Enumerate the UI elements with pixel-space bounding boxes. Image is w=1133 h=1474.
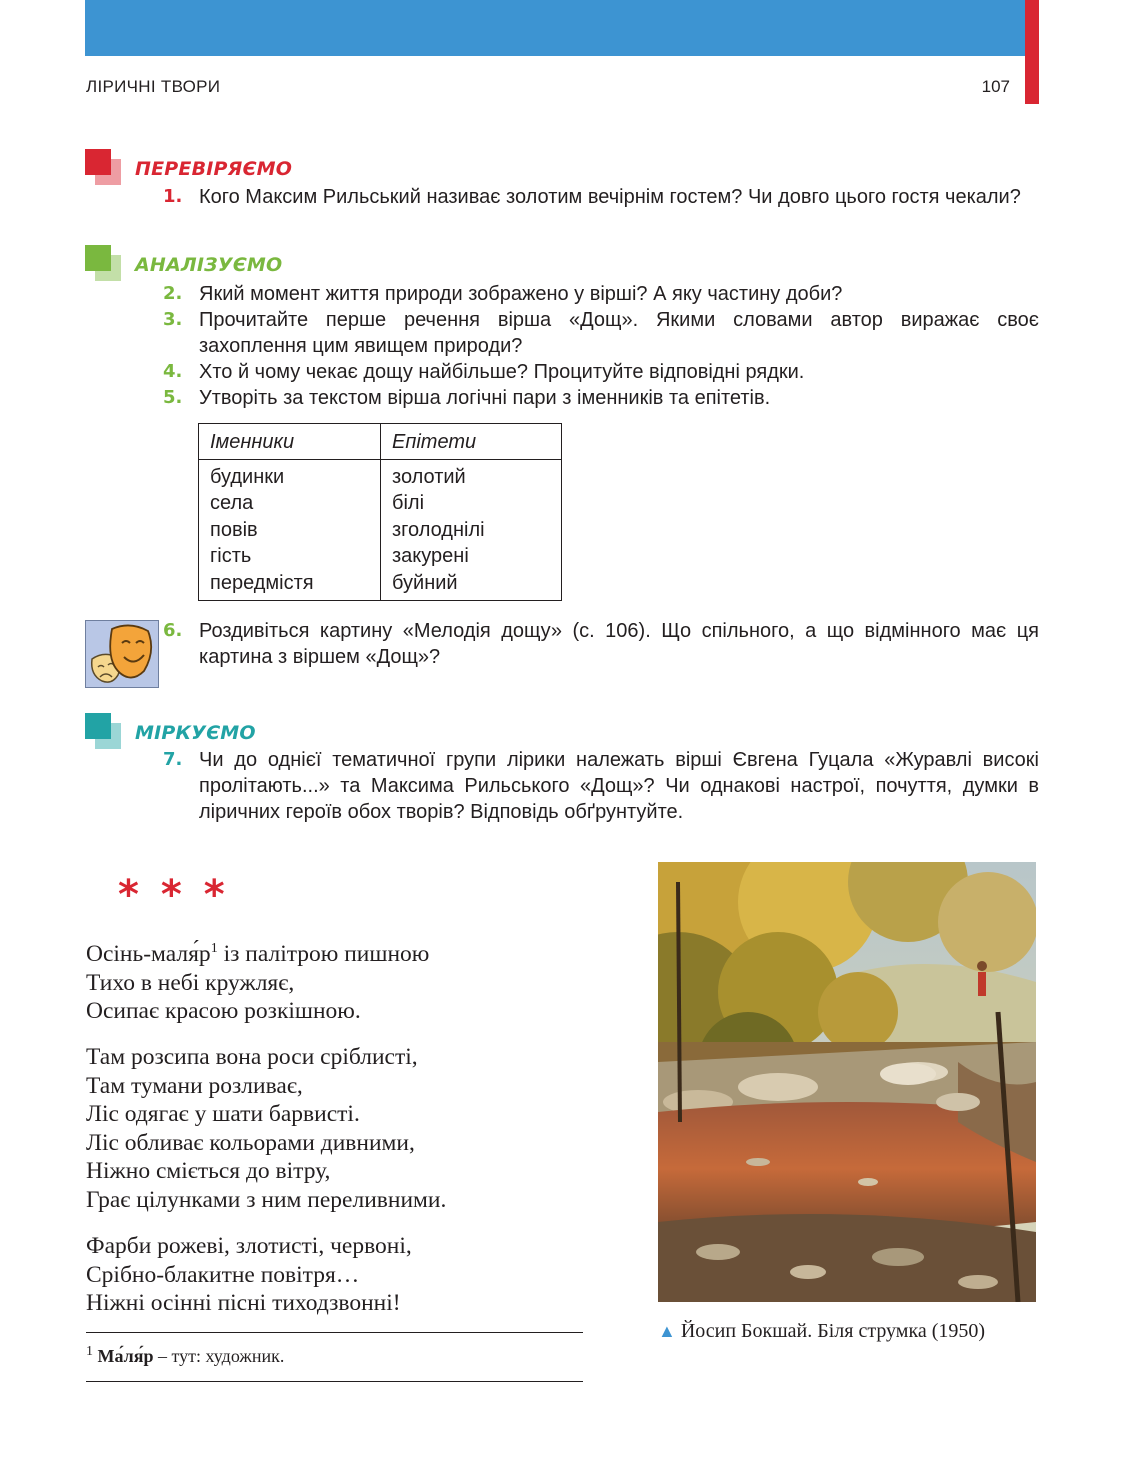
question-number: 4. [163, 361, 183, 382]
poem-stanza-1 [86, 940, 429, 1026]
table-cell-noun: передмістя [210, 571, 314, 594]
section-check-title: ПЕРЕВІРЯЄМО [135, 158, 293, 180]
question-text: Чи до однієї тематичної групи лірики належать вірші Євгена Гуцала «Журавлі високі пролітають...» та Максима Рильського «Дощ»? Чи однакові настрої, почуття, думки в ліричних героїв обох творів? Відповідь обґрунтуйте. [199, 749, 1039, 823]
poem-line: Там тумани розливає, [86, 1072, 303, 1099]
poem-line-1-end: із палітрою пишною [217, 941, 430, 967]
section-reflect-title: МІРКУЄМО [135, 722, 256, 744]
painting-caption [658, 1318, 1036, 1345]
question-3 [163, 307, 1039, 359]
question-number: 3. [163, 309, 183, 330]
question-number: 1. [163, 186, 183, 207]
question-4 [163, 359, 1039, 385]
footnote-definition: – тут: художник. [153, 1346, 285, 1366]
question-text: Роздивіться картину «Мелодія дощу» (с. 106). Що спільного, а що відмінного має ця картина з віршем «Дощ»? [199, 620, 1039, 668]
table-cell-epithet: закурені [392, 545, 469, 568]
theater-masks-icon [85, 620, 159, 688]
question-text: Кого Максим Рильський називає золотим вечірнім гостем? Чи довго цього гостя чекали? [199, 186, 1021, 208]
nouns-column [199, 424, 381, 600]
question-text: Хто й чому чекає дощу найбільше? Процитуйте відповідні рядки. [199, 361, 805, 383]
question-text: Прочитайте перше речення вірша «Дощ». Якими словами автор виражає своє захоплення цим явищем природи? [199, 309, 1039, 357]
poem-line [86, 940, 429, 969]
poem-line: Осипає красою розкішною. [86, 998, 361, 1024]
table-cell-noun: будинки [210, 466, 285, 488]
poem-line: Срібно-блакитне повітря… [86, 1261, 360, 1288]
question-number: 2. [163, 283, 183, 304]
section-analyze-title: АНАЛІЗУЄМО [135, 254, 283, 276]
table-cell-noun: повів [210, 518, 258, 541]
poem-line: Там розсипа вона роси сріблисті, [86, 1044, 418, 1070]
table-cell-noun: села [210, 492, 254, 515]
red-square-icon [85, 149, 111, 175]
poem-stars: * * * [118, 872, 229, 918]
green-square-icon [85, 245, 111, 271]
nouns-epithets-table [198, 423, 562, 601]
poem-line: Ліс обливає кольорами дивними, [86, 1129, 415, 1156]
poem-line: Фарби рожеві, злотисті, червоні, [86, 1233, 412, 1259]
table-header-nouns: Іменники [199, 424, 380, 460]
poem-line: Тихо в небі кружляє, [86, 969, 295, 996]
poem-stanza-3 [86, 1232, 412, 1318]
question-6 [163, 618, 1039, 670]
footnote-term: Ма́ля́р [97, 1346, 154, 1366]
teal-square-icon [85, 713, 111, 739]
poem-stanza-2 [86, 1043, 446, 1214]
question-5 [163, 385, 1039, 411]
caption-text: Йосип Бокшай. Біля струмка (1950) [680, 1320, 986, 1342]
question-number: 7. [163, 749, 183, 770]
epithets-column [381, 424, 561, 600]
poem-line: Ніжні осінні пісні тиходзвонні! [86, 1290, 401, 1316]
table-cell-epithet: білі [392, 492, 425, 515]
forest-stream-painting [658, 862, 1036, 1302]
table-cell-epithet: буйний [392, 571, 458, 594]
poem-line: Ніжно сміється до вітру, [86, 1158, 331, 1184]
footnote [86, 1346, 284, 1367]
table-cell-epithet: золотий [392, 466, 466, 488]
question-2 [163, 281, 1039, 307]
question-text: Утворіть за текстом вірша логічні пари з іменників та епітетів. [199, 387, 771, 409]
footnote-number: 1 [86, 1344, 93, 1359]
question-7 [163, 747, 1039, 825]
page-tab-marker [1025, 0, 1039, 104]
table-cell-epithet: зголоднілі [392, 518, 485, 541]
caption-triangle-icon: ▲ [658, 1321, 676, 1341]
question-1 [163, 184, 1039, 210]
poem-line: Грає цілунками з ним переливними. [86, 1186, 447, 1213]
question-number: 5. [163, 387, 183, 408]
poem-line: Ліс одягає у шати барвисті. [86, 1101, 360, 1127]
running-head: ЛІРИЧНІ ТВОРИ [86, 77, 221, 96]
poem-line-1-start: Осінь-маля́р [86, 941, 211, 967]
page-number: 107 [981, 77, 1010, 96]
header-bar [85, 0, 1025, 56]
footnote-rule-top [86, 1332, 583, 1333]
question-text: Який момент життя природи зображено у вірші? А яку частину доби? [199, 283, 843, 305]
table-header-epithets: Епітети [381, 424, 561, 460]
question-number: 6. [163, 620, 183, 641]
footnote-rule-bottom [86, 1381, 583, 1382]
table-cell-noun: гість [210, 545, 252, 568]
footnote-mark: 1 [210, 941, 218, 957]
